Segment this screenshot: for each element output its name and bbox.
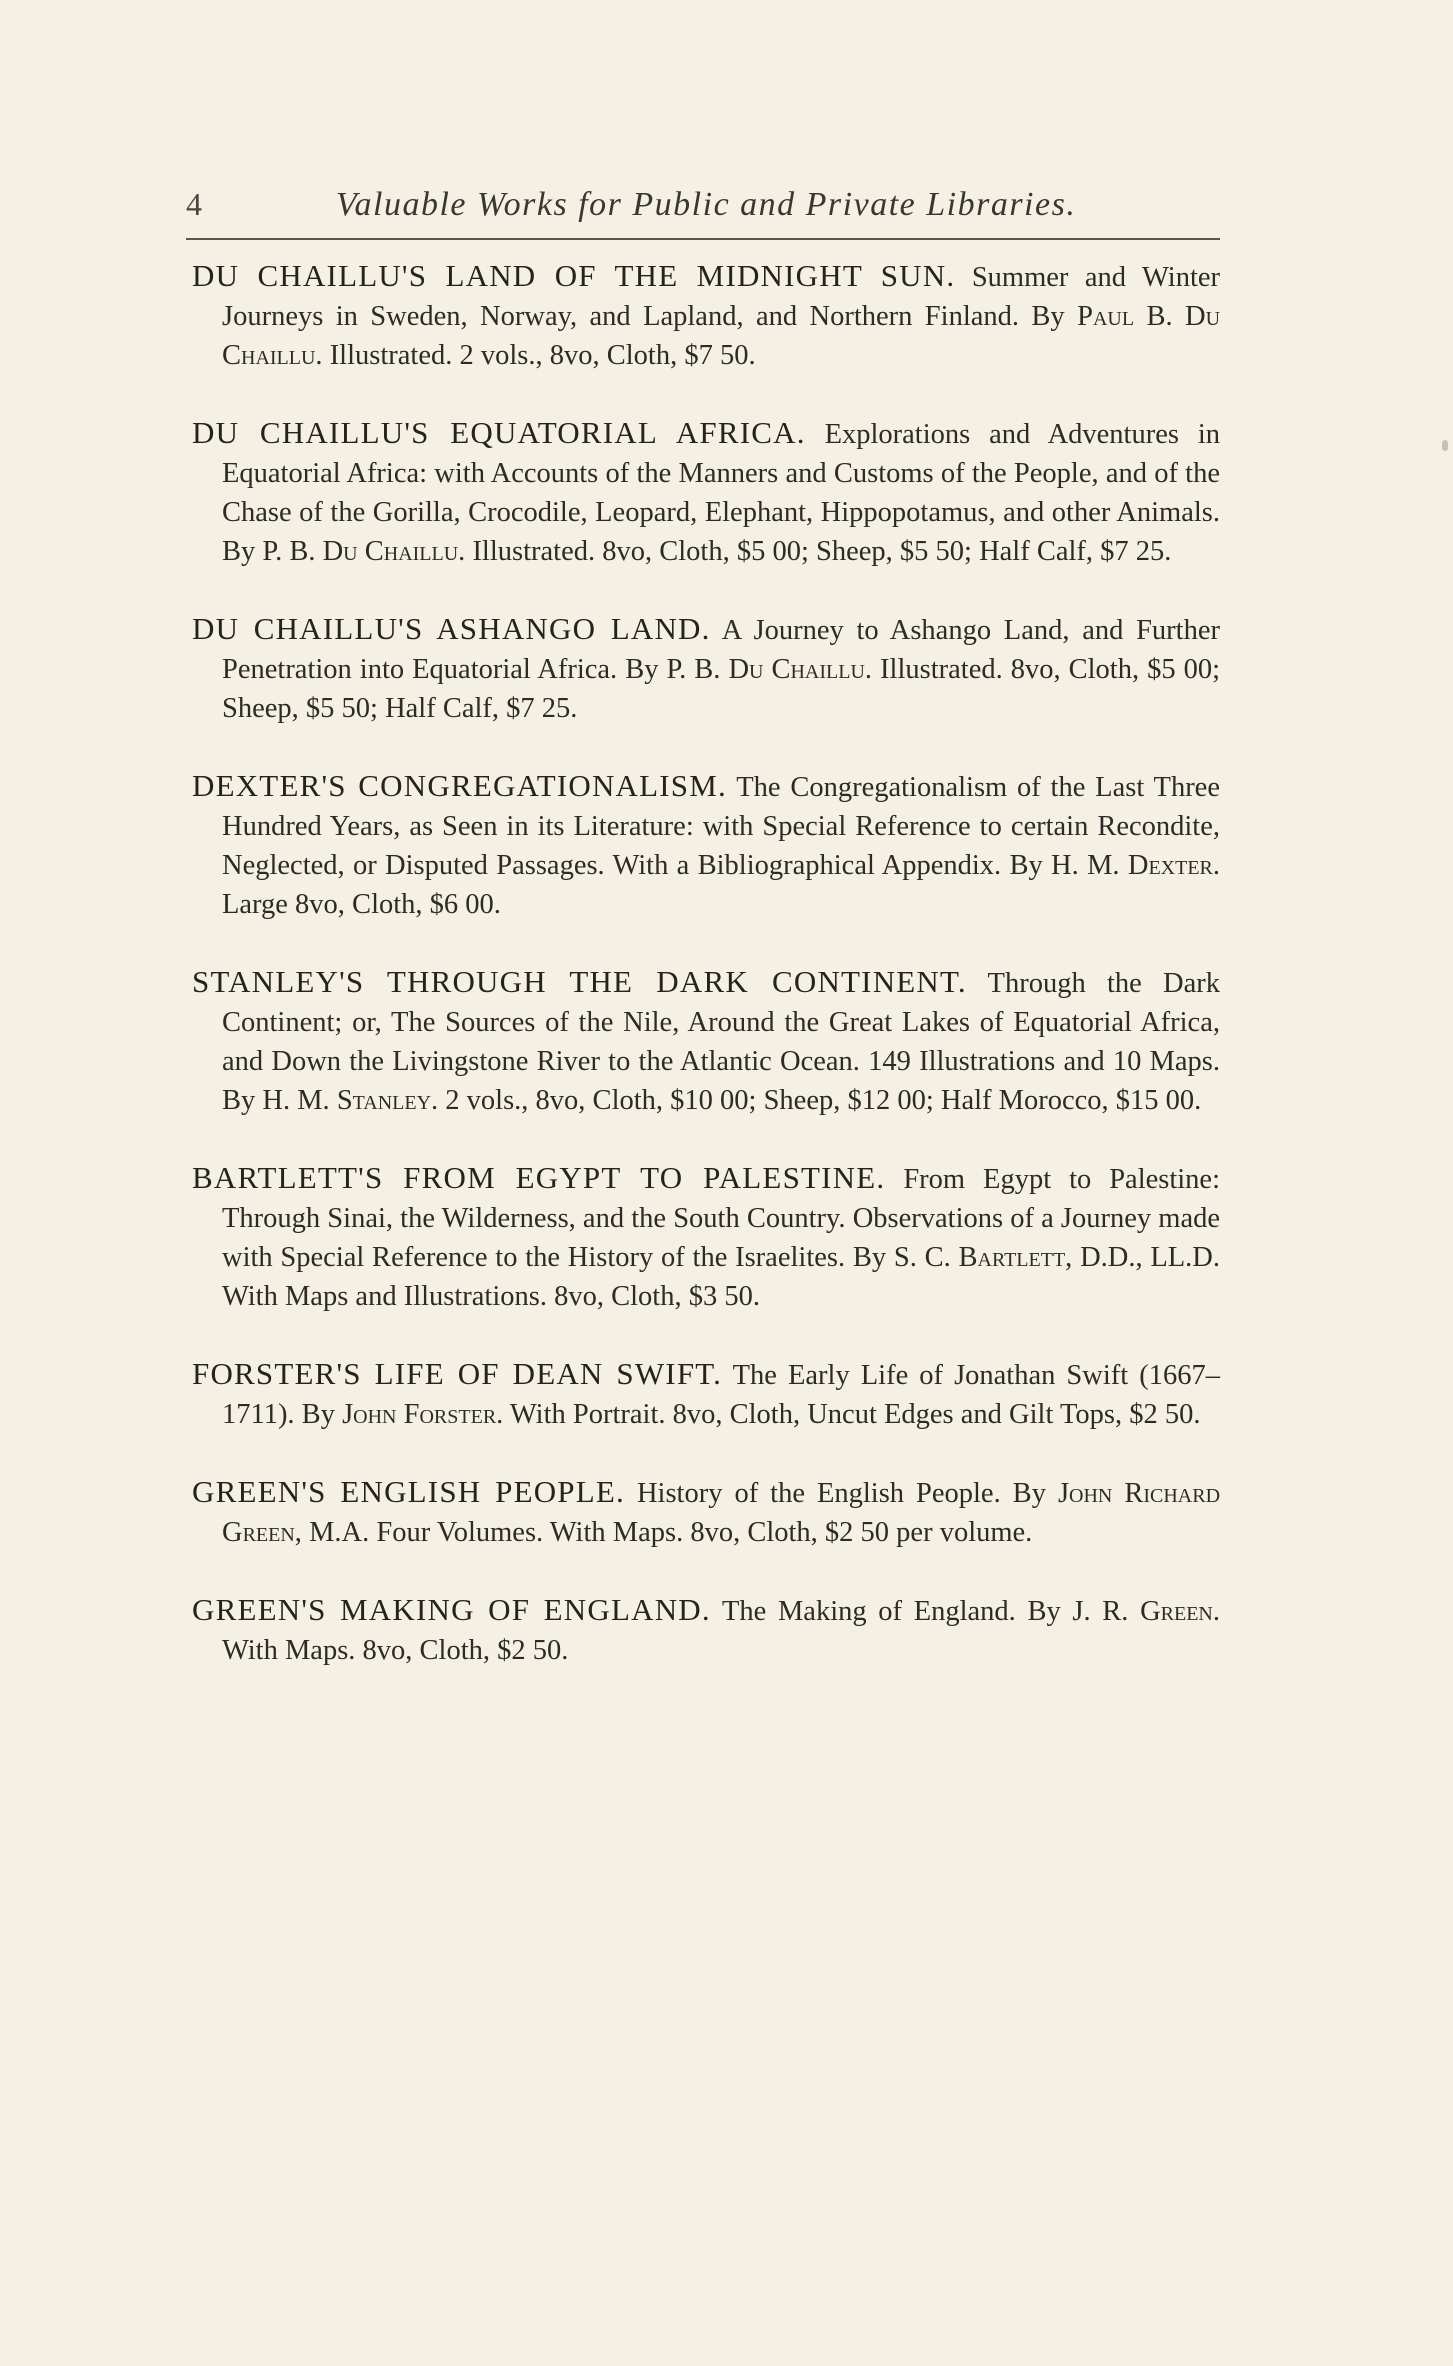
book-title: DU CHAILLU'S LAND OF THE MIDNIGHT SUN. (192, 258, 956, 293)
book-description: The Making of England. By J. R. (722, 1596, 1129, 1627)
book-entry (192, 256, 1220, 375)
book-description: A Journey to Ashango Land, and Further Penetration into Equatorial Africa. By P. B. (222, 615, 1220, 685)
book-description: Explorations and Adventures in Equatorial Africa: with Accounts of the Manners and Customs of the People, and of the Chase of the Gorilla, Crocodile, Leopard, Elephant, Hippopotamus, and other Animals. By P. B. (222, 419, 1220, 567)
running-title: Valuable Works for Public and Private Libraries. (336, 186, 1077, 223)
book-title: FORSTER'S LIFE OF DEAN SWIFT. (192, 1356, 723, 1391)
book-author: Dexter. (1127, 850, 1221, 881)
book-title: GREEN'S ENGLISH PEOPLE. (192, 1474, 625, 1509)
book-entry (192, 1354, 1220, 1434)
book-description: The Congregationalism of the Last Three Hundred Years, as Seen in its Literature: with Special Reference to certain Recondite, Neglected, or Disputed Passages. With a Bibliographical Appendix. By H. M. (222, 772, 1220, 881)
book-author: Du Chaillu. (322, 536, 466, 567)
book-author: Stanley. (336, 1085, 439, 1116)
book-title: DEXTER'S CONGREGATIONALISM. (192, 768, 727, 803)
book-author: John Forster. (342, 1399, 504, 1430)
running-head (186, 186, 1216, 234)
book-details: M.A. Four Volumes. With Maps. 8vo, Cloth, $2 50 per volume. (309, 1517, 1033, 1548)
book-entry (192, 1472, 1220, 1552)
book-title: DU CHAILLU'S ASHANGO LAND. (192, 611, 711, 646)
header-rule (186, 238, 1220, 240)
book-details: 2 vols., 8vo, Cloth, $10 00; Sheep, $12 00; Half Morocco, $15 00. (445, 1085, 1202, 1116)
book-entry (192, 1158, 1220, 1316)
book-title: STANLEY'S THROUGH THE DARK CONTINENT. (192, 964, 967, 999)
book-details: D.D., LL.D. With Maps and Illustrations. 8vo, Cloth, $3 50. (222, 1242, 1221, 1312)
page-blemish (1442, 440, 1448, 451)
book-details: With Maps. 8vo, Cloth, $2 50. (222, 1635, 569, 1666)
book-author: Du Chaillu. (728, 654, 873, 685)
book-details: Illustrated. 8vo, Cloth, $5 00; Sheep, $5 50; Half Calf, $7 25. (472, 536, 1172, 567)
book-description: Through the Dark Continent; or, The Sources of the Nile, Around the Great Lakes of Equatorial Africa, and Down the Livingstone River to the Atlantic Ocean. 149 Illustrations and 10 Maps. By H. M. (222, 968, 1220, 1116)
book-author: Paul B. Du Chaillu. (222, 301, 1221, 371)
book-description: From Egypt to Palestine: Through Sinai, the Wilderness, and the South Country. Observations of a Journey made with Special Reference to the History of the Israelites. By S. C. (222, 1164, 1221, 1273)
book-title: GREEN'S MAKING OF ENGLAND. (192, 1592, 711, 1627)
book-entry (192, 1590, 1220, 1670)
book-entry (192, 766, 1220, 924)
book-details: Illustrated. 8vo, Cloth, $5 00; Sheep, $5 50; Half Calf, $7 25. (222, 654, 1221, 724)
book-entry (192, 413, 1220, 571)
book-description: History of the English People. By (636, 1478, 1046, 1509)
book-author: John Richard Green, (222, 1478, 1221, 1548)
book-entry (192, 609, 1220, 728)
book-description: Summer and Winter Journeys in Sweden, Norway, and Lapland, and Northern Finland. By (222, 262, 1221, 332)
book-description: The Early Life of Jonathan Swift (1667–1711). By (222, 1360, 1220, 1430)
book-list (192, 256, 1220, 1708)
book-entry (192, 962, 1220, 1120)
book-details: Large 8vo, Cloth, $6 00. (222, 889, 501, 920)
book-author: Bartlett, (958, 1242, 1073, 1273)
book-details: Illustrated. 2 vols., 8vo, Cloth, $7 50. (329, 340, 756, 371)
book-details: With Portrait. 8vo, Cloth, Uncut Edges and Gilt Tops, $2 50. (509, 1399, 1201, 1430)
page-number: 4 (186, 186, 202, 222)
book-title: DU CHAILLU'S EQUATORIAL AFRICA. (192, 415, 806, 450)
book-author: Green. (1140, 1596, 1221, 1627)
book-title: BARTLETT'S FROM EGYPT TO PALESTINE. (192, 1160, 886, 1195)
